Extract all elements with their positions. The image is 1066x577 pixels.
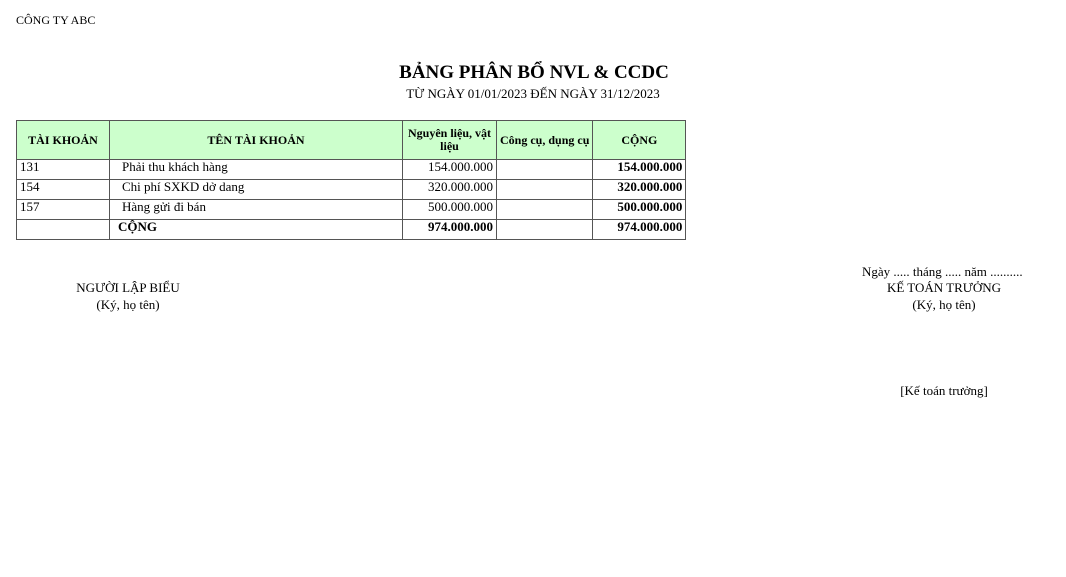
total-materials: 974.000.000 xyxy=(403,220,497,240)
cell-account-name: Chi phí SXKD dở dang xyxy=(110,180,403,200)
total-tools xyxy=(497,220,593,240)
table-total-row xyxy=(17,220,686,240)
cell-tools xyxy=(497,180,593,200)
header-account: TÀI KHOẢN xyxy=(17,121,110,160)
report-period: TỪ NGÀY 01/01/2023 ĐẾN NGÀY 31/12/2023 xyxy=(406,86,660,101)
header-account-name: TÊN TÀI KHOẢN xyxy=(110,121,403,160)
cell-account: 131 xyxy=(17,160,110,180)
report-header xyxy=(0,62,1066,102)
total-label: CỘNG xyxy=(110,220,403,240)
cell-materials: 320.000.000 xyxy=(403,180,497,200)
preparer-title: NGƯỜI LẬP BIỂU xyxy=(76,280,180,295)
total-sum: 974.000.000 xyxy=(593,220,686,240)
cell-account: 157 xyxy=(17,200,110,220)
signature-date-line: Ngày ..... tháng ..... năm .......... xyxy=(862,264,1023,279)
cell-tools xyxy=(497,200,593,220)
allocation-table xyxy=(16,120,686,240)
total-account xyxy=(17,220,110,240)
accountant-signature xyxy=(864,279,1024,313)
preparer-note: (Ký, họ tên) xyxy=(96,297,160,312)
header-tools: Công cụ, dụng cụ xyxy=(497,121,593,160)
cell-account-name: Phải thu khách hàng xyxy=(110,160,403,180)
report-title: BẢNG PHÂN BỔ NVL & CCDC xyxy=(399,62,669,83)
cell-materials: 500.000.000 xyxy=(403,200,497,220)
accountant-note: (Ký, họ tên) xyxy=(912,297,976,312)
cell-total: 500.000.000 xyxy=(593,200,686,220)
header-materials: Nguyên liệu, vật liệu xyxy=(403,121,497,160)
cell-tools xyxy=(497,160,593,180)
table-row xyxy=(17,160,686,180)
accountant-name: [Kế toán trưởng] xyxy=(900,383,988,398)
table-header-row xyxy=(17,121,686,160)
accountant-title: KẾ TOÁN TRƯỞNG xyxy=(886,280,1002,295)
table-row xyxy=(17,200,686,220)
header-total: CỘNG xyxy=(593,121,686,160)
preparer-signature xyxy=(48,279,208,313)
cell-materials: 154.000.000 xyxy=(403,160,497,180)
cell-total: 320.000.000 xyxy=(593,180,686,200)
cell-total: 154.000.000 xyxy=(593,160,686,180)
cell-account: 154 xyxy=(17,180,110,200)
table-row xyxy=(17,180,686,200)
company-name: CÔNG TY ABC xyxy=(16,13,96,27)
cell-account-name: Hàng gửi đi bán xyxy=(110,200,403,220)
